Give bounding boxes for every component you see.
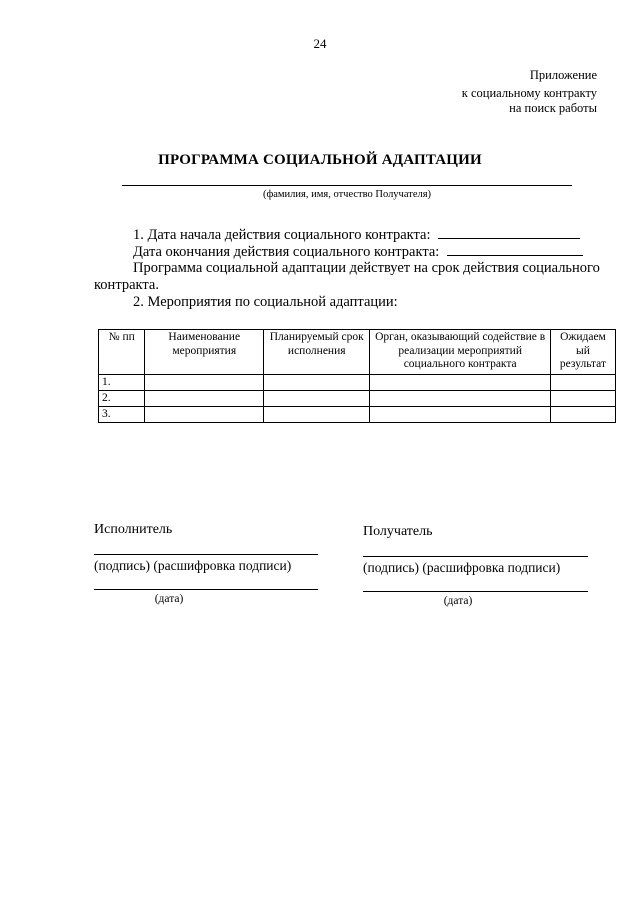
recipient-signature-field[interactable] [363,556,588,557]
recipient-date-field[interactable] [363,591,588,592]
appendix-line-1: Приложение [529,68,597,82]
agency-cell[interactable] [370,390,551,406]
contract-term-line-1: Программа социальной адаптации действует на срок действия социального [133,260,600,276]
planned-term-cell[interactable] [264,390,370,406]
header-agency: Орган, оказывающий содействие в реализации мероприятий социального контракта [370,330,551,375]
recipient-name-field[interactable] [122,185,572,186]
executor-label: Исполнитель [94,522,173,537]
contract-start-label: 1. Дата начала действия социального контракта: [133,227,431,243]
expected-result-cell[interactable] [550,390,615,406]
expected-result-cell[interactable] [550,374,615,390]
contract-end-row [133,243,583,261]
events-table [98,329,616,423]
header-planned-term: Планируемый срок исполнения [264,330,370,375]
contract-end-date-field[interactable] [447,243,583,256]
agency-cell[interactable] [370,374,551,390]
row-number: 1. [99,374,145,390]
contract-term-line-2: контракта. [94,277,159,293]
contract-start-row [133,226,580,244]
recipient-signature-caption: (подпись) (расшифровка подписи) [363,560,561,575]
expected-result-cell[interactable] [550,406,615,422]
executor-signature-field[interactable] [94,554,318,555]
table-header-row [99,330,616,375]
appendix-line-3: на поиск работы [509,101,597,115]
recipient-name-caption: (фамилия, имя, отчество Получателя) [262,189,432,200]
table-row [99,390,616,406]
header-expected-result: Ожидаем ый результат [550,330,615,375]
planned-term-cell[interactable] [264,374,370,390]
document-title: ПРОГРАММА СОЦИАЛЬНОЙ АДАПТАЦИИ [158,152,482,168]
table-row [99,374,616,390]
header-event-name: Наименование мероприятия [145,330,264,375]
appendix-line-2: к социальному контракту [461,86,597,100]
executor-date-field[interactable] [94,589,318,590]
events-heading: 2. Мероприятия по социальной адаптации: [133,294,398,310]
row-number: 3. [99,406,145,422]
contract-end-label: Дата окончания действия социального контракта: [133,244,440,260]
table-row [99,406,616,422]
event-name-cell[interactable] [145,390,264,406]
agency-cell[interactable] [370,406,551,422]
executor-date-caption: (дата) [154,593,184,605]
page-number: 24 [313,36,327,51]
header-number: № пп [99,330,145,375]
recipient-date-caption: (дата) [443,595,473,607]
recipient-label: Получатель [363,524,433,539]
row-number: 2. [99,390,145,406]
contract-start-date-field[interactable] [438,226,580,239]
planned-term-cell[interactable] [264,406,370,422]
event-name-cell[interactable] [145,374,264,390]
event-name-cell[interactable] [145,406,264,422]
executor-signature-caption: (подпись) (расшифровка подписи) [94,558,292,573]
